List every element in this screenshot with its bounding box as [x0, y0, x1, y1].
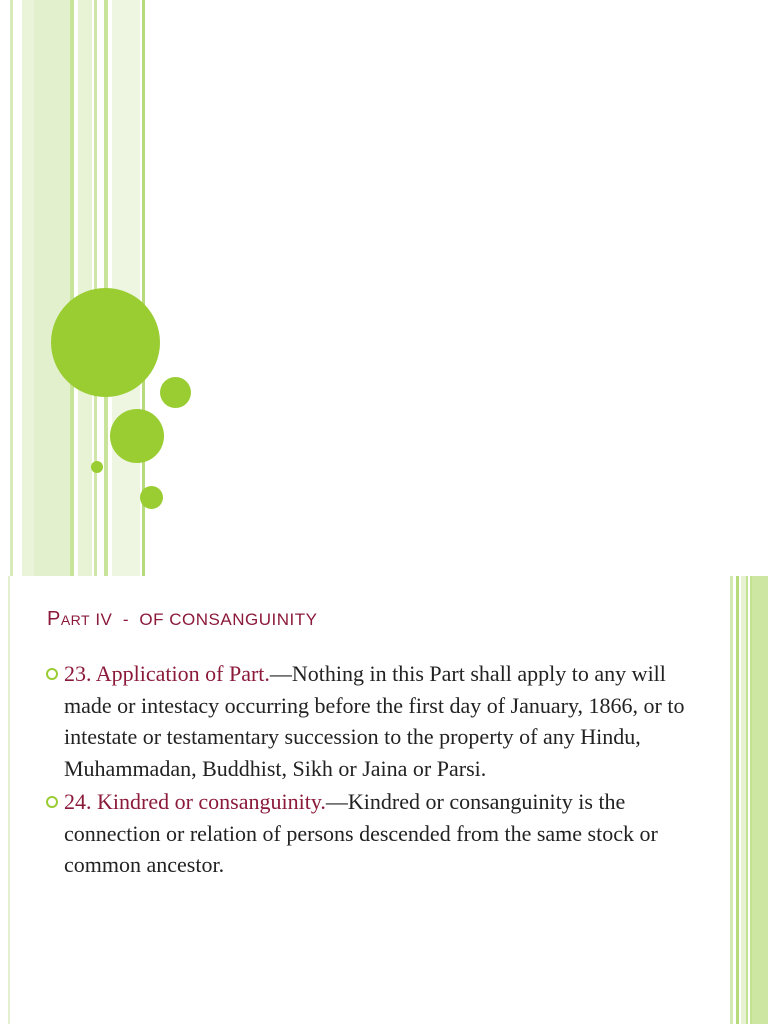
list-item	[46, 658, 686, 784]
decor-circle-medium	[110, 409, 164, 463]
slide-title	[47, 608, 317, 631]
decor-stripe	[736, 576, 739, 1024]
decor-stripe	[22, 0, 34, 576]
list-item	[46, 786, 686, 881]
title-initial: P	[47, 608, 61, 630]
decor-circle-large	[51, 288, 160, 397]
section-heading: 23. Application of Part.	[64, 661, 270, 686]
decor-stripe	[70, 0, 74, 576]
decor-stripe	[752, 576, 768, 1024]
decor-circle-small	[160, 377, 191, 408]
decor-stripe	[10, 0, 13, 576]
title-rest: IV - OF CONSANGUINITY	[90, 610, 318, 629]
ring-bullet-icon	[46, 668, 58, 680]
section-body: —Kindred or consanguinity is the connection or relation of persons descended from the same stock or common ancestor.	[64, 789, 658, 877]
section-body: —Nothing in this Part shall apply to any will made or intestacy occurring before the first day of January, 1866, or to intestate or testamentary succession to the property of any Hindu, Muhammadan, Buddhist, Sikh or Jaina or Parsi.	[64, 661, 685, 781]
content-slide	[0, 576, 768, 1024]
decor-circle-tiny	[91, 461, 103, 473]
decor-stripe	[78, 0, 92, 576]
ring-bullet-icon	[46, 796, 58, 808]
decor-stripe	[34, 0, 70, 576]
decor-stripe	[730, 576, 733, 1024]
decor-stripe	[746, 576, 748, 1024]
decor-circle-small	[140, 486, 163, 509]
section-heading: 24. Kindred or consanguinity.	[64, 789, 326, 814]
bullet-list	[46, 658, 686, 883]
title-smallcaps: ART	[60, 612, 91, 628]
decor-stripe	[112, 0, 140, 576]
decor-stripe	[8, 576, 10, 1024]
